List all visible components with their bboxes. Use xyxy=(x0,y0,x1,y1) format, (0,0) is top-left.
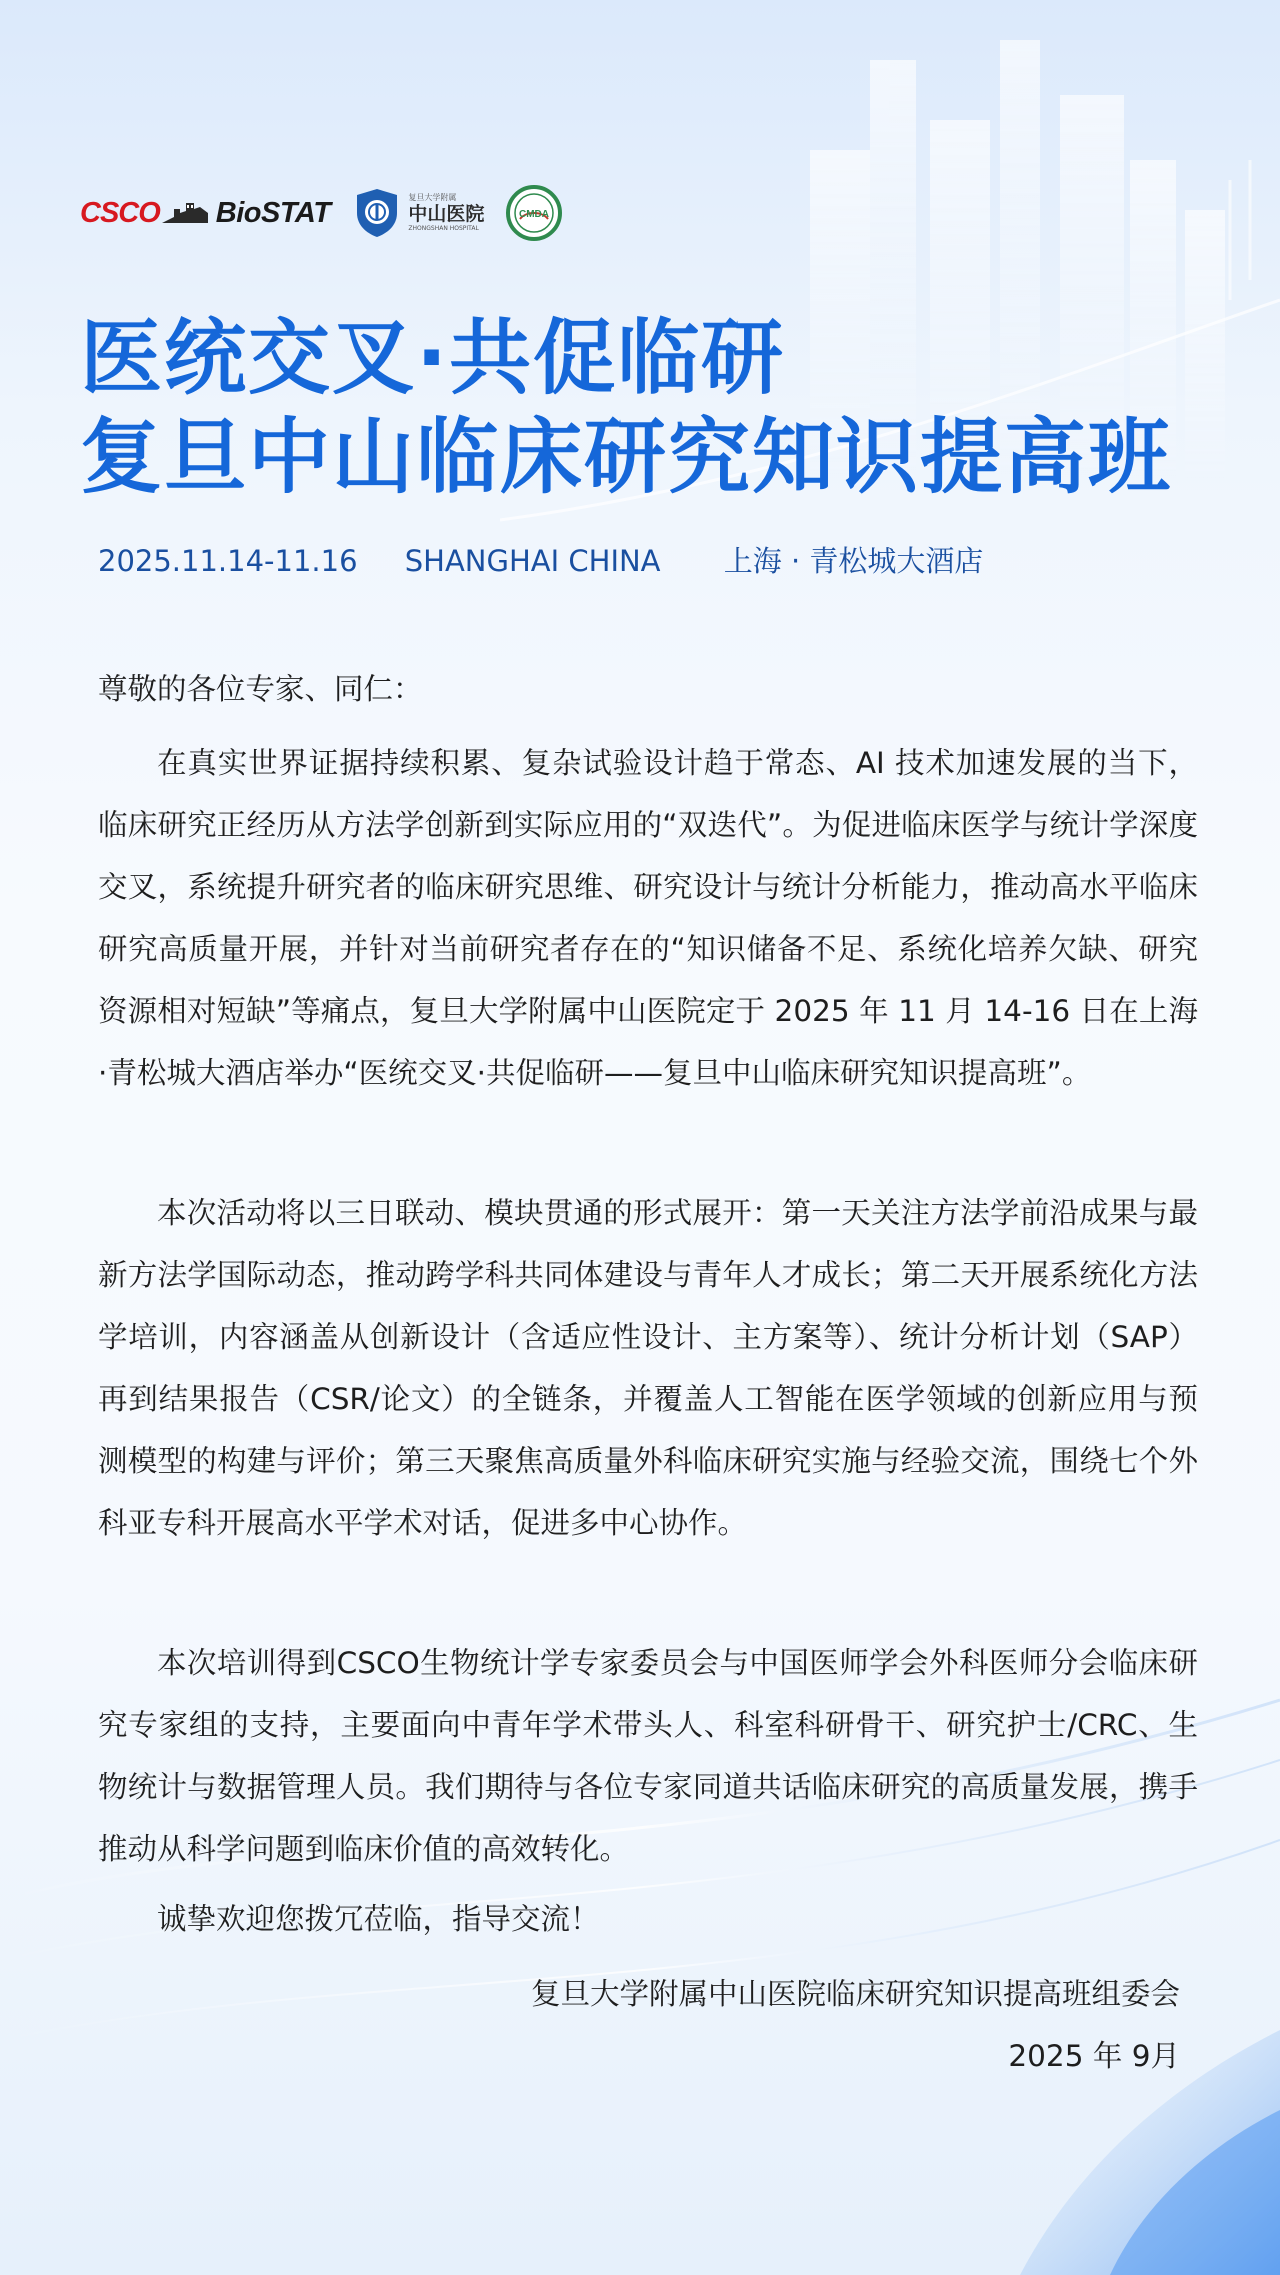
event-venue: 上海 · 青松城大酒店 xyxy=(723,544,984,578)
event-city: SHANGHAI CHINA xyxy=(404,544,661,578)
letter-paragraph-3: 本次培训得到CSCO生物统计学专家委员会与中国医师学会外科医师分会临床研究专家组的支持，主要面向中青年学术带头人、科室科研骨干、研究护士/CRC、生物统计与数据管理人员。我们期待与各位专家同道共话临床研究的高质量发展，携手推动从科学问题到临床价值的高效转化。 xyxy=(98,1646,1198,1866)
hospital-shield-icon xyxy=(354,187,400,239)
letter-closing: 诚挚欢迎您拨冗莅临，指导交流！ xyxy=(157,1902,600,1936)
csco-wordmark: CSCO xyxy=(80,196,160,229)
cmda-logo xyxy=(506,185,562,241)
zhongshan-hospital-logo xyxy=(354,187,484,239)
letter-date: 2025 年 9月 xyxy=(1008,2039,1180,2073)
zhongshan-name: 中山医院 xyxy=(408,203,485,225)
letter-greeting: 尊敬的各位专家、同仁： xyxy=(98,672,423,706)
zhongshan-english: ZHONGSHAN HOSPITAL xyxy=(408,225,479,232)
letter-paragraph-2: 本次活动将以三日联动、模块贯通的形式展开：第一天关注方法学前沿成果与最新方法学国际动态，推动跨学科共同体建设与青年人才成长；第二天开展系统化方法学培训，内容涵盖从创新设计（含适应性设计、主方案等）、统计分析计划（SAP）再到结果报告（CSR/论文）的全链条，并覆盖人工智能在医学领域的创新应用与预测模型的构建与评价；第三天聚焦高质量外科临床研究实施与经验交流，围绕七个外科亚专科开展高水平学术对话，促进多中心协作。 xyxy=(98,1196,1198,1540)
page-title-line2: 复旦中山临床研究知识提高班 xyxy=(80,410,1173,505)
biostat-wordmark: BioSTAT xyxy=(215,196,331,229)
zhongshan-affiliation: 复旦大学附属 xyxy=(408,193,457,202)
cmda-seal-icon xyxy=(506,185,562,241)
csco-logo xyxy=(80,197,330,230)
page-title-line1: 医统交叉·共促临研 xyxy=(80,311,786,406)
cmda-label: CMDA xyxy=(519,209,550,220)
great-wall-icon xyxy=(160,197,210,229)
event-info xyxy=(98,539,983,580)
zhongshan-text xyxy=(408,194,484,232)
event-date: 2025.11.14-11.16 xyxy=(98,544,358,578)
logo-bar xyxy=(80,183,562,243)
letter-paragraph-1: 在真实世界证据持续积累、复杂试验设计趋于常态、AI 技术加速发展的当下，临床研究正经历从方法学创新到实际应用的“双迭代”。为促进临床医学与统计学深度交叉，系统提升研究者的临床研究思维、研究设计与统计分析能力，推动高水平临床研究高质量开展，并针对当前研究者存在的“知识储备不足、系统化培养欠缺、研究资源相对短缺”等痛点，复旦大学附属中山医院定于 2025 年 11 月 14-16 日在上海·青松城大酒店举办“医统交叉·共促临研——复旦中山临床研究知识提高班”。 xyxy=(98,746,1198,1090)
letter-signature: 复旦大学附属中山医院临床研究知识提高班组委会 xyxy=(530,1977,1180,2011)
